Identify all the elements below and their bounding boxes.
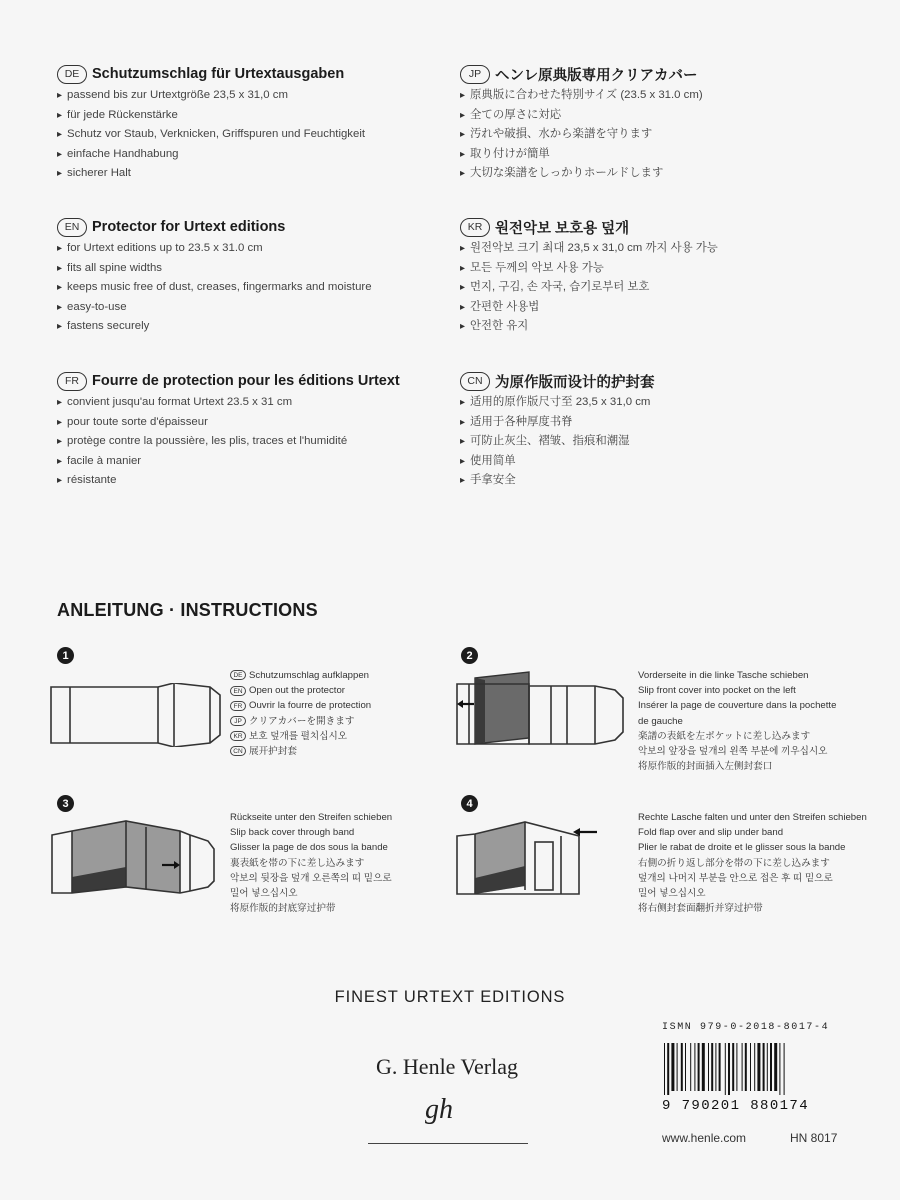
barcode-bar-6 [690,1043,691,1091]
step-line: 밀어 넣으십시오 [230,888,298,900]
step-line: 右側の折り返し部分を帯の下に差し込みます [638,857,830,869]
barcode [662,1043,838,1095]
ismn-text: ISMN 979-0-2018-8017-4 [662,1022,830,1033]
lang-badge: EN [230,686,246,696]
feature-item: ▸ facile à manier [57,452,457,472]
step-line: 楽譜の表紙を左ポケットに差し込みます [638,730,811,742]
lang-block-kr [460,215,860,337]
step-line: Fold flap over and slip under band [638,827,784,839]
tagline: FINEST URTEXT EDITIONS [334,988,566,1006]
barcode-bar-20 [750,1043,751,1091]
step-number: 3 [57,795,74,812]
publisher-name: G. Henle Verlag [376,1054,518,1079]
barcode-bar-17 [736,1043,737,1091]
barcode-bar-24 [767,1043,768,1091]
feature-item: ▸ fits all spine widths [57,259,457,279]
step-line: Schutzumschlag aufklappen [249,670,369,681]
feature-item: ▸ 大切な楽譜をしっかりホールドします [460,164,860,184]
feature-item: ▸ protège contre la poussière, les plis, traces et l'humidité [57,432,457,452]
step-line: Vorderseite in die linke Tasche schieben [638,670,809,681]
step-line: 보호 덮개를 펼치십시오 [249,730,348,742]
lang-block-en [57,215,457,337]
feature-item: ▸ 原典版に合わせた特別サイズ (23.5 x 31.0 cm) [460,86,860,106]
lang-badge: KR [230,731,246,741]
feature-item: ▸ 手拿安全 [460,471,860,491]
lang-title: ヘンレ原典版専用クリアカバー [495,67,698,84]
feature-item: ▸ for Urtext editions up to 23.5 x 31.0 cm [57,239,457,259]
barcode-bar-23 [763,1043,765,1091]
barcode-bar-13 [719,1043,721,1091]
lang-title: Protector for Urtext editions [92,219,286,235]
barcode-bar-1 [667,1043,669,1095]
lang-badge: EN [57,218,87,237]
feature-item: ▸ sicherer Halt [57,164,457,184]
barcode-bar-8 [698,1043,700,1091]
step-number: 2 [461,647,478,664]
step-number: 1 [57,647,74,664]
lang-block-cn [460,369,860,491]
lang-title: Fourre de protection pour les éditions Urtext [92,373,400,389]
lang-block-de [57,62,457,184]
step-line: クリアカバーを開きます [249,715,355,727]
divider [368,1143,528,1144]
step3-illustration [50,817,215,897]
step-line: Rückseite unter den Streifen schieben [230,812,393,823]
feature-item: ▸ Schutz vor Staub, Verknicken, Griffspuren und Feuchtigkeit [57,125,457,145]
feature-item: ▸ 안전한 유지 [460,317,860,337]
barcode-bar-12 [715,1043,716,1091]
step-line: de gauche [638,715,683,727]
feature-item: ▸ résistante [57,471,457,491]
barcode-bar-7 [694,1043,695,1091]
lang-badge: DE [57,65,87,84]
lang-badge: KR [460,218,490,237]
barcode-bar-3 [677,1043,678,1091]
step1-text [230,668,371,759]
lang-badge: FR [57,372,87,391]
step-line: Glisser la page de dos sous la bande [230,842,388,854]
step-line: 将原作版的封面插入左侧封套口 [638,761,773,773]
step-line: 악보의 앞장을 덮개의 왼쪽 부분에 끼우십시오 [638,746,828,758]
step-line: 将右侧封套面翻折并穿过护带 [638,903,763,915]
lang-title: 为原作版而设计的护封套 [495,374,655,391]
barcode-bar-9 [702,1043,705,1091]
feature-item: ▸ 먼지, 구김, 손 자국, 습기로부터 보호 [460,278,860,298]
lang-badge: CN [460,372,490,391]
step-line: Plier le rabat de droite et le glisser sous la bande [638,842,846,854]
feature-item: ▸ fastens securely [57,317,457,337]
order-number: HN 8017 [790,1131,838,1145]
step-line: Slip front cover into pocket on the left [638,685,796,697]
step1-illustration [50,683,222,747]
barcode-bar-14 [725,1043,726,1095]
barcode-bar-22 [757,1043,760,1091]
lang-block-jp [460,62,860,184]
barcode-bar-11 [711,1043,713,1091]
lang-badge: JP [460,65,490,84]
step-line: 악보의 뒷장을 덮개 오른쪽의 띠 밑으로 [230,872,392,884]
step-line: Insérer la page de couverture dans la pochette [638,700,837,712]
lang-title: Schutzumschlag für Urtextausgaben [92,66,345,82]
lang-badge: CN [230,746,246,756]
step-line: 밀어 넣으십시오 [638,888,706,900]
feature-item: ▸ 모든 두께의 악보 사용 가능 [460,259,860,279]
barcode-bar-21 [754,1043,755,1091]
step4-illustration [455,812,605,896]
barcode-bar-10 [708,1043,709,1091]
feature-item: ▸ einfache Handhabung [57,145,457,165]
feature-item: ▸ easy-to-use [57,298,457,318]
barcode-bar-28 [784,1043,785,1095]
barcode-bar-27 [779,1043,780,1095]
step-line: 展开护封套 [249,746,297,758]
lang-badge: JP [230,716,246,726]
feature-item: ▸ 간편한 사용법 [460,298,860,318]
feature-item: ▸ 使用简单 [460,452,860,472]
lang-badge: DE [230,670,246,680]
feature-item: ▸ für jede Rückenstärke [57,106,457,126]
barcode-bar-19 [745,1043,747,1091]
barcode-bar-4 [681,1043,683,1091]
barcode-bar-16 [732,1043,734,1091]
feature-item: ▸ 取り付けが簡単 [460,145,860,165]
step-line: 덮개의 나머지 부분을 안으로 접은 후 띠 밑으로 [638,872,833,884]
barcode-bar-2 [671,1043,674,1091]
feature-item: ▸ convient jusqu'au format Urtext 23.5 x 31 cm [57,393,457,413]
feature-item: ▸ keeps music free of dust, creases, fingermarks and moisture [57,278,457,298]
step-number: 4 [461,795,478,812]
feature-item: ▸ 원전악보 크기 최대 23,5 x 31,0 cm 까지 사용 가능 [460,239,860,259]
lang-block-fr [57,369,457,491]
step2-text [638,668,836,774]
feature-item: ▸ passend bis zur Urtextgröße 23,5 x 31,0 cm [57,86,457,106]
barcode-bar-0 [664,1043,665,1095]
barcode-bar-5 [685,1043,686,1091]
step-line: Slip back cover through band [230,827,355,839]
step4-text [638,810,867,916]
barcode-number: 9 790201 880174 [662,1098,810,1114]
barcode-bar-25 [770,1043,772,1091]
lang-badge: FR [230,701,246,711]
website-link[interactable]: www.henle.com [662,1131,747,1145]
barcode-bar-26 [774,1043,777,1091]
instructions-title: ANLEITUNG · INSTRUCTIONS [57,600,318,620]
barcode-bar-15 [728,1043,730,1095]
barcode-bar-18 [742,1043,743,1091]
feature-item: ▸ 汚れや破損、水から楽譜を守ります [460,125,860,145]
step-line: 裏表紙を帯の下に差し込みます [230,857,365,869]
lang-title: 원전악보 보호용 덮개 [495,220,630,237]
feature-item: ▸ 可防止灰尘、褶皱、指痕和潮湿 [460,432,860,452]
step-line: Rechte Lasche falten und unter den Streifen schieben [638,812,867,823]
step-line: Ouvrir la fourre de protection [249,700,372,712]
feature-item: ▸ 适用于各种厚度书脊 [460,413,860,433]
step-line: 将原作版的封底穿过护带 [230,903,336,915]
feature-item: ▸ pour toute sorte d'épaisseur [57,413,457,433]
feature-item: ▸ 适用的原作版尺寸至 23,5 x 31,0 cm [460,393,860,413]
step2-illustration [455,668,625,748]
step-line: Open out the protector [249,685,345,697]
henle-logo: gh [425,1094,453,1125]
feature-item: ▸ 全ての厚さに対応 [460,106,860,126]
step3-text [230,810,392,916]
